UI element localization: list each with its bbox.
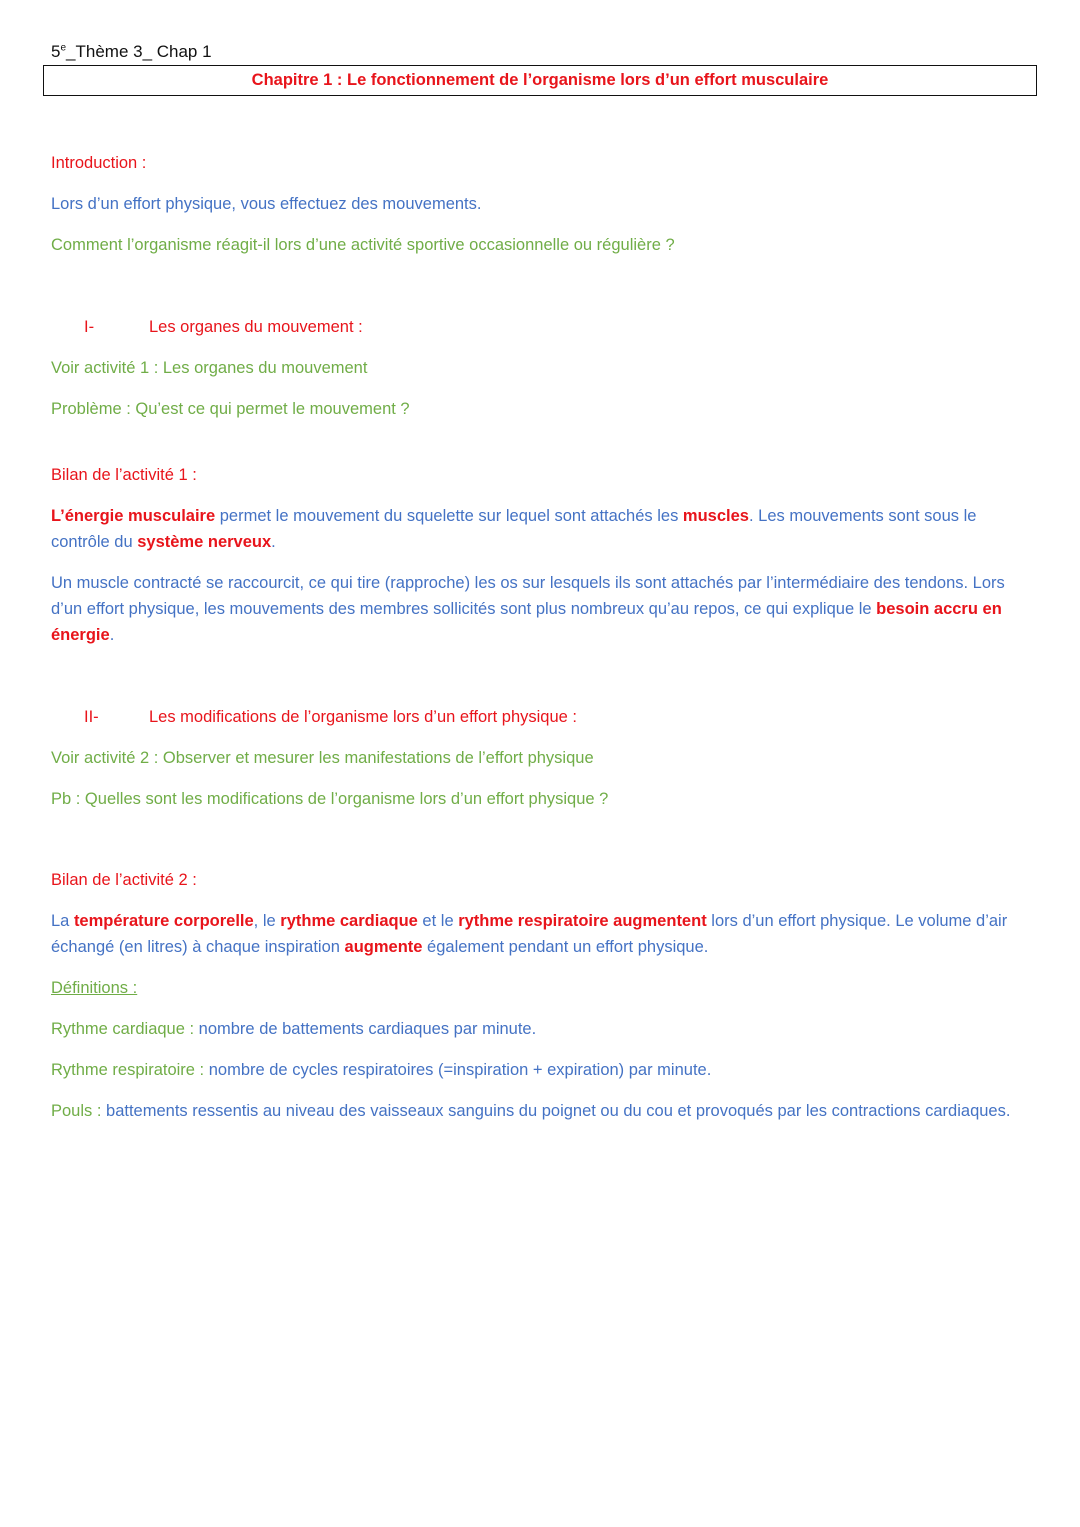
section-number: II- [84,708,99,726]
header-level: 5 [51,42,61,61]
bilan-1-heading: Bilan de l’activité 1 : [51,466,197,484]
emphasis-text: température corporelle [73,912,254,930]
intro-heading: Introduction : [51,154,147,172]
text-segment: . [109,626,115,644]
header-sup: e [60,42,67,54]
definitions-heading: Définitions : [51,979,138,997]
emphasis-text: rythme respiratoire augmentent [458,912,707,930]
text-segment: , le [253,912,281,930]
text-segment: lors d’un effort physique. Le volume d’air échangé (en litres) à chaque inspiration [51,912,1008,956]
emphasis-text: rythme cardiaque [280,912,418,930]
definition-text: nombre de cycles respiratoires (=inspiration + expiration) par minute. [204,1061,712,1079]
definition-text: nombre de battements cardiaques par minute. [194,1020,537,1038]
text-segment: . [271,533,276,551]
text-segment: et le [417,912,459,930]
definition-term: Rythme cardiaque : [51,1020,195,1038]
problem-1: Problème : Qu’est ce qui permet le mouvement ? [51,400,410,418]
problem-2: Pb : Quelles sont les modifications de l’organisme lors d’un effort physique ? [51,790,609,808]
text-segment: également pendant un effort physique. [422,938,709,956]
definition-item [51,1016,1031,1042]
bilan-1-para-1 [51,503,1031,555]
emphasis-text: L’énergie musculaire [51,507,216,525]
section-2-heading [84,704,577,730]
emphasis-text: besoin accru en énergie [51,600,1002,644]
section-title: Les organes du mouvement : [149,318,363,336]
document-header [51,42,212,62]
activity-1: Voir activité 1 : Les organes du mouvement [51,359,368,377]
definition-text: battements ressentis au niveau des vaisseaux sanguins du poignet ou du cou et provoqués par les contractions cardiaques. [101,1102,1011,1120]
bilan-2-para-1 [51,908,1031,960]
text-segment: permet le mouvement du squelette sur lequel sont attachés les [215,507,683,525]
definition-item [51,1098,1031,1124]
bilan-2-heading: Bilan de l’activité 2 : [51,871,197,889]
chapter-title: Chapitre 1 : Le fonctionnement de l’organisme lors d’un effort musculaire [43,65,1037,96]
definition-term: Rythme respiratoire : [51,1061,205,1079]
emphasis-text: muscles [682,507,749,525]
definition-item [51,1057,1031,1083]
emphasis-text: système nerveux [137,533,272,551]
section-title: Les modifications de l’organisme lors d’un effort physique : [149,708,578,726]
text-segment: Un muscle contracté se raccourcit, ce qui tire (rapproche) les os sur lesquels ils sont attachés par l’intermédiaire des tendons. Lors d’un effort physique, les mouvements des membres sollicités sont plus nombreux qu’au repos, ce qui explique le [51,574,1005,618]
section-number: I- [84,318,95,336]
emphasis-text: augmente [344,938,423,956]
header-text: _Thème 3_ Chap 1 [66,42,212,61]
activity-2: Voir activité 2 : Observer et mesurer les manifestations de l’effort physique [51,749,594,767]
intro-text: Lors d’un effort physique, vous effectuez des mouvements. [51,195,482,213]
text-segment: . Les mouvements sont sous le contrôle du [51,507,977,551]
definition-term: Pouls : [51,1102,102,1120]
section-1-heading [84,314,363,340]
bilan-1-para-2 [51,570,1031,648]
intro-question: Comment l’organisme réagit-il lors d’une activité sportive occasionnelle ou régulière ? [51,236,675,254]
text-segment: La [51,912,74,930]
